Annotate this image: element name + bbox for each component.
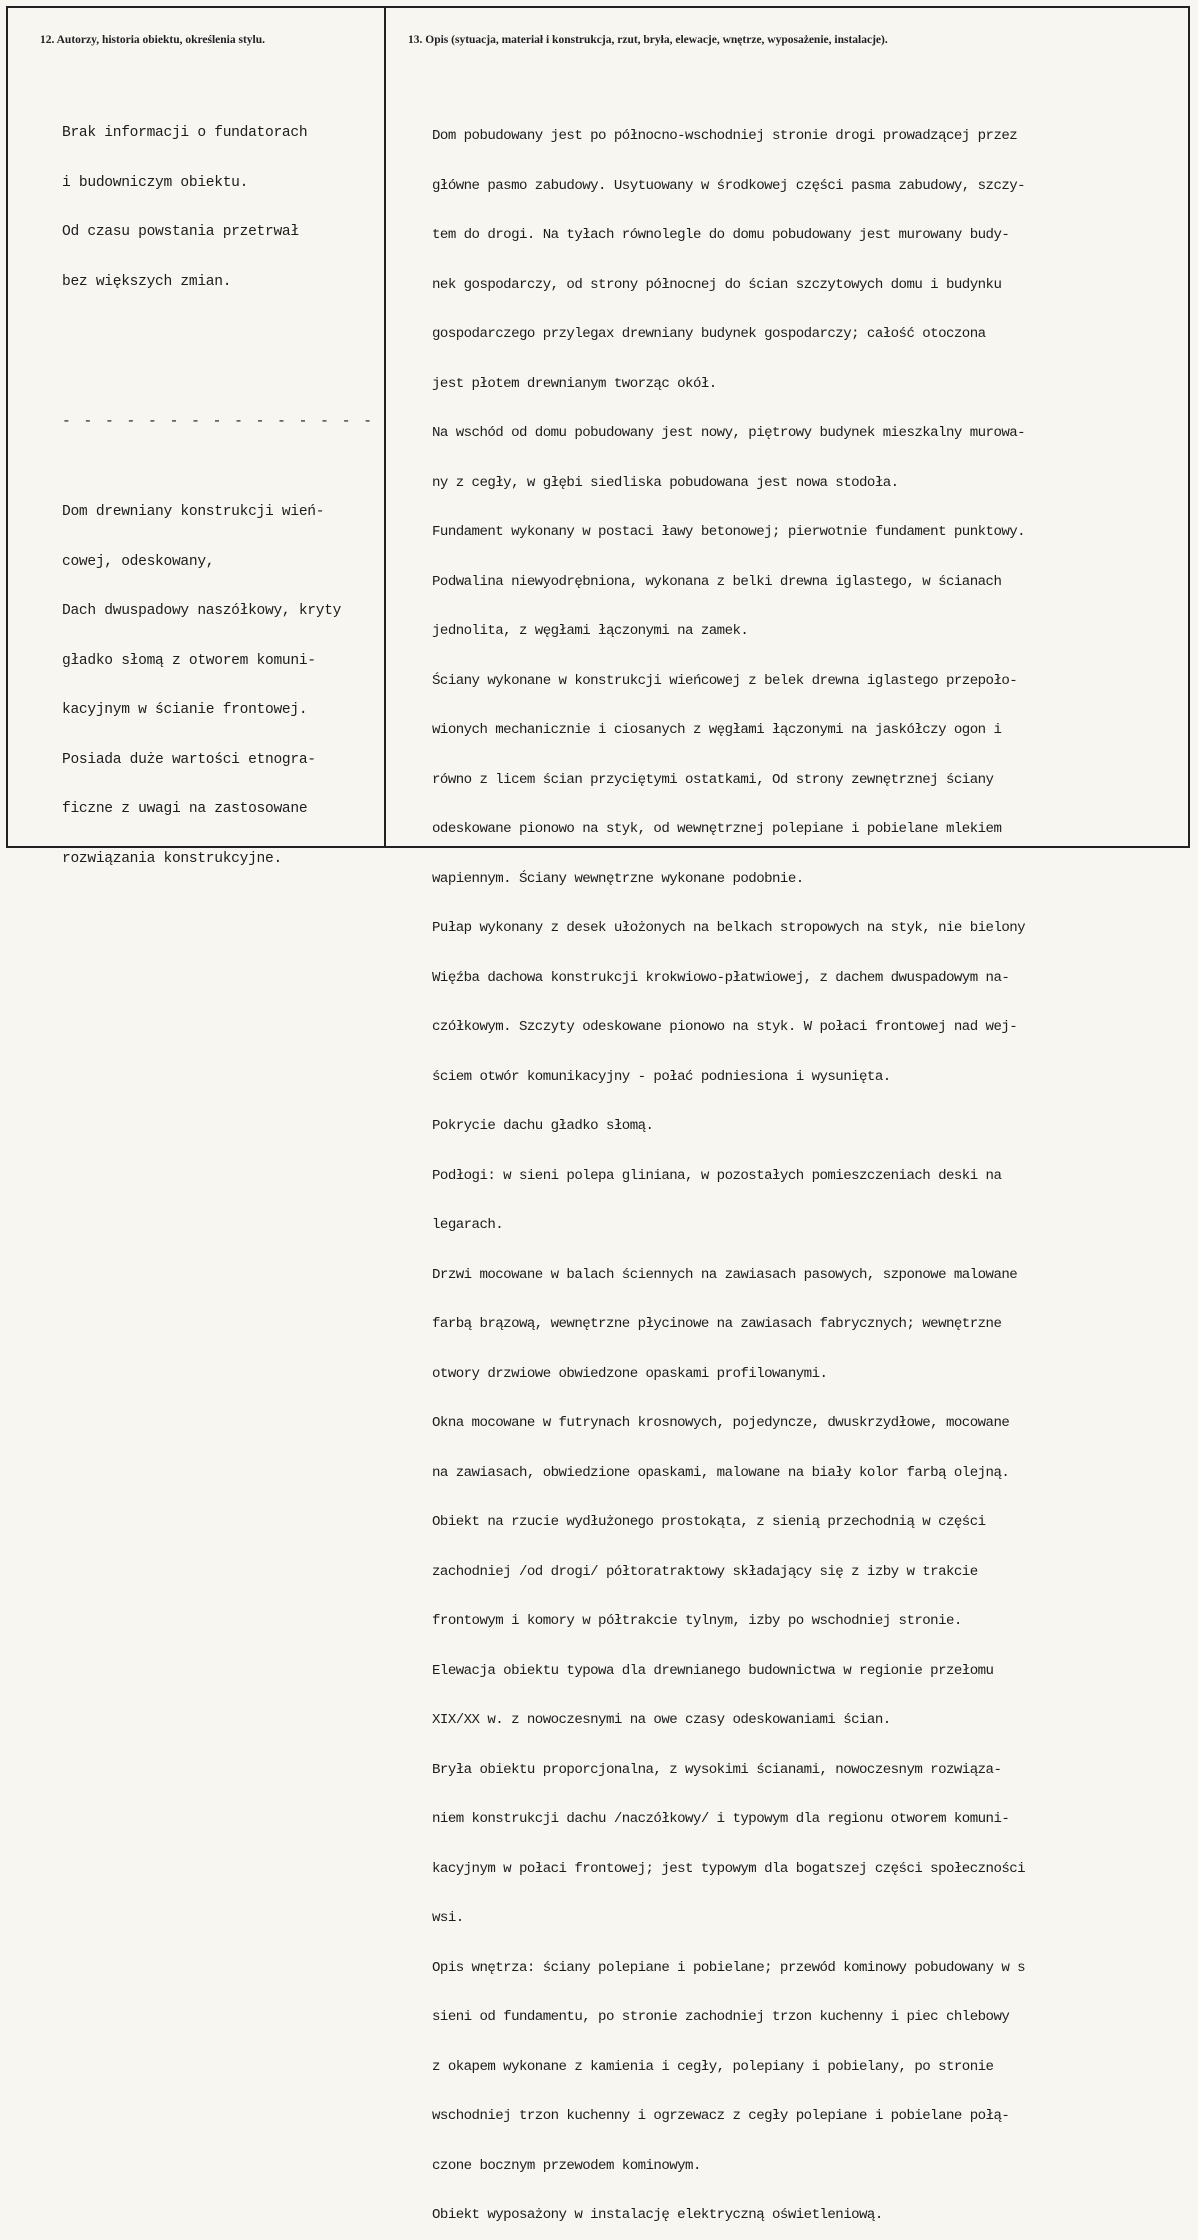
text-line: Bryła obiektu proporcjonalna, z wysokimi ścianami, nowoczesnym rozwiąza-: [432, 1761, 1002, 1778]
text-line: bez większych zmian.: [62, 273, 232, 290]
text-line: Podłogi: w sieni polepa gliniana, w pozostałych pomieszczeniach deski na: [432, 1167, 1002, 1184]
text-line: Pułap wykonany z desek ułożonych na belkach stropowych na styk, nie bielony: [432, 920, 1026, 936]
authors-history-text: [62, 92, 307, 307]
text-line: Fundament wykonany w postaci ławy betonowej; pierwotnie fundament punktowy.: [432, 524, 1026, 540]
text-line: legarach.: [432, 1217, 504, 1233]
text-line: Posiada duże wartości etnogra-: [62, 751, 316, 768]
text-line: Brak informacji o fundatorach: [62, 125, 308, 141]
text-line: główne pasmo zabudowy. Usytuowany w środkowej części pasma zabudowy, szczy-: [432, 177, 1026, 194]
text-line: Elewacja obiektu typowa dla drewnianego budownictwa w regionie przełomu: [432, 1662, 994, 1679]
text-line: tem do drogi. Na tyłach równolegle do domu pobudowany jest murowany budy-: [432, 227, 1010, 243]
text-line: czółkowym. Szczyty odeskowane pionowo na styk. W połaci frontowej nad wej-: [432, 1019, 1018, 1035]
style-summary-text: [62, 471, 341, 884]
text-line: Obiekt wyposażony w instalację elektryczną oświetleniową.: [432, 2207, 883, 2223]
text-line: Od czasu powstania przetrwał: [62, 224, 299, 240]
text-line: cowej, odeskowany,: [62, 553, 215, 570]
text-line: Okna mocowane w futrynach krosnowych, pojedyncze, dwuskrzydłowe, mocowane: [432, 1415, 1010, 1431]
text-line: na zawiasach, obwiedzione opaskami, malowane na biały kolor farbą olejną.: [432, 1464, 1010, 1481]
section-12-header: 12. Autorzy, historia obiektu, określenia stylu.: [40, 34, 266, 46]
text-line: otwory drzwiowe obwiedzone opaskami profilowanymi.: [432, 1365, 828, 1382]
text-line: kacyjnym w połaci frontowej; jest typowym dla bogatszej części społeczności: [432, 1860, 1026, 1877]
text-line: Dach dwuspadowy naszółkowy, kryty: [62, 603, 342, 619]
text-line: równo z licem ścian przyciętymi ostatkami, Od strony zewnętrznej ściany: [432, 771, 994, 788]
text-line: Na wschód od domu pobudowany jest nowy, piętrowy budynek mieszkalny murowa-: [432, 425, 1026, 441]
text-line: Obiekt na rzucie wydłużonego prostokąta, z sienią przechodnią w części: [432, 1514, 986, 1530]
text-line: XIX/XX w. z nowoczesnymi na owe czasy odeskowaniami ścian.: [432, 1712, 891, 1728]
text-line: gładko słomą z otworem komuni-: [62, 652, 316, 669]
text-line: wsi.: [432, 1910, 464, 1926]
text-line: sieni od fundamentu, po stronie zachodniej trzon kuchenny i piec chlebowy: [432, 2009, 1010, 2025]
text-line: ny z cegły, w głębi siedliska pobudowana jest nowa stodoła.: [432, 474, 899, 491]
text-line: Ściany wykonane w konstrukcji wieńcowej z belek drewna iglastego przepoło-: [432, 672, 1018, 689]
text-line: czone bocznym przewodem kominowym.: [432, 2157, 701, 2174]
text-line: Opis wnętrza: ściany polepiane i pobielane; przewód kominowy pobudowany w s: [432, 1959, 1026, 1976]
text-line: wschodniej trzon kuchenny i ogrzewacz z cegły polepiane i pobielane połą-: [432, 2108, 1010, 2124]
section-13-header: 13. Opis (sytuacja, materiał i konstrukcja, rzut, bryła, elewacje, wnętrze, wyposażenie, instalacje).: [408, 34, 888, 46]
text-line: rozwiązania konstrukcyjne.: [62, 850, 282, 867]
text-line: Pokrycie dachu gładko słomą.: [432, 1118, 654, 1134]
building-description-text: [432, 95, 1025, 2240]
text-line: frontowym i komory w półtrakcie tylnym, izby po wschodniej stronie.: [432, 1613, 962, 1629]
text-line: wapiennym. Ściany wewnętrzne wykonane podobnie.: [432, 870, 804, 887]
text-line: Podwalina niewyodrębniona, wykonana z belki drewna iglastego, w ścianach: [432, 573, 1002, 590]
text-line: odeskowane pionowo na styk, od wewnętrznej polepiane i pobielane mlekiem: [432, 821, 1002, 837]
text-line: niem konstrukcji dachu /naczółkowy/ i typowym dla regionu otworem komuni-: [432, 1811, 1010, 1827]
text-line: z okapem wykonane z kamienia i cegły, polepiany i pobielany, po stronie: [432, 2058, 994, 2075]
text-line: farbą brązową, wewnętrzne płycinowe na zawiasach fabrycznych; wewnętrzne: [432, 1316, 1002, 1332]
text-line: Dom drewniany konstrukcji wień-: [62, 504, 325, 520]
text-line: i budowniczym obiektu.: [62, 174, 249, 191]
text-line: wionych mechanicznie i ciosanych z węgłami łączonymi na jaskółczy ogon i: [432, 722, 1002, 738]
text-line: nek gospodarczy, od strony północnej do ścian szczytowych domu i budynku: [432, 276, 1002, 293]
text-line: Drzwi mocowane w balach ściennych na zawiasach pasowych, szponowe malowane: [432, 1266, 1018, 1283]
text-line: jednolita, z węgłami łączonymi na zamek.: [432, 623, 749, 639]
text-line: Więźba dachowa konstrukcji krokwiowo-płatwiowej, z dachem dwuspadowym na-: [432, 969, 1010, 986]
text-line: ficzne z uwagi na zastosowane: [62, 801, 308, 817]
dashed-separator: - - - - - - - - - - - - - - -: [62, 414, 374, 430]
text-line: kacyjnym w ścianie frontowej.: [62, 702, 308, 718]
column-divider: [384, 6, 386, 848]
text-line: zachodniej /od drogi/ półtoratraktowy składający się z izby w trakcie: [432, 1563, 978, 1580]
text-line: Dom pobudowany jest po północno-wschodniej stronie drogi prowadzącej przez: [432, 128, 1018, 144]
text-line: gospodarczego przylegax drewniany budynek gospodarczy; całość otoczona: [432, 326, 986, 342]
text-line: jest płotem drewnianym tworząc okół.: [432, 375, 717, 392]
text-line: ściem otwór komunikacyjny - połać podniesiona i wysunięta.: [432, 1068, 891, 1085]
